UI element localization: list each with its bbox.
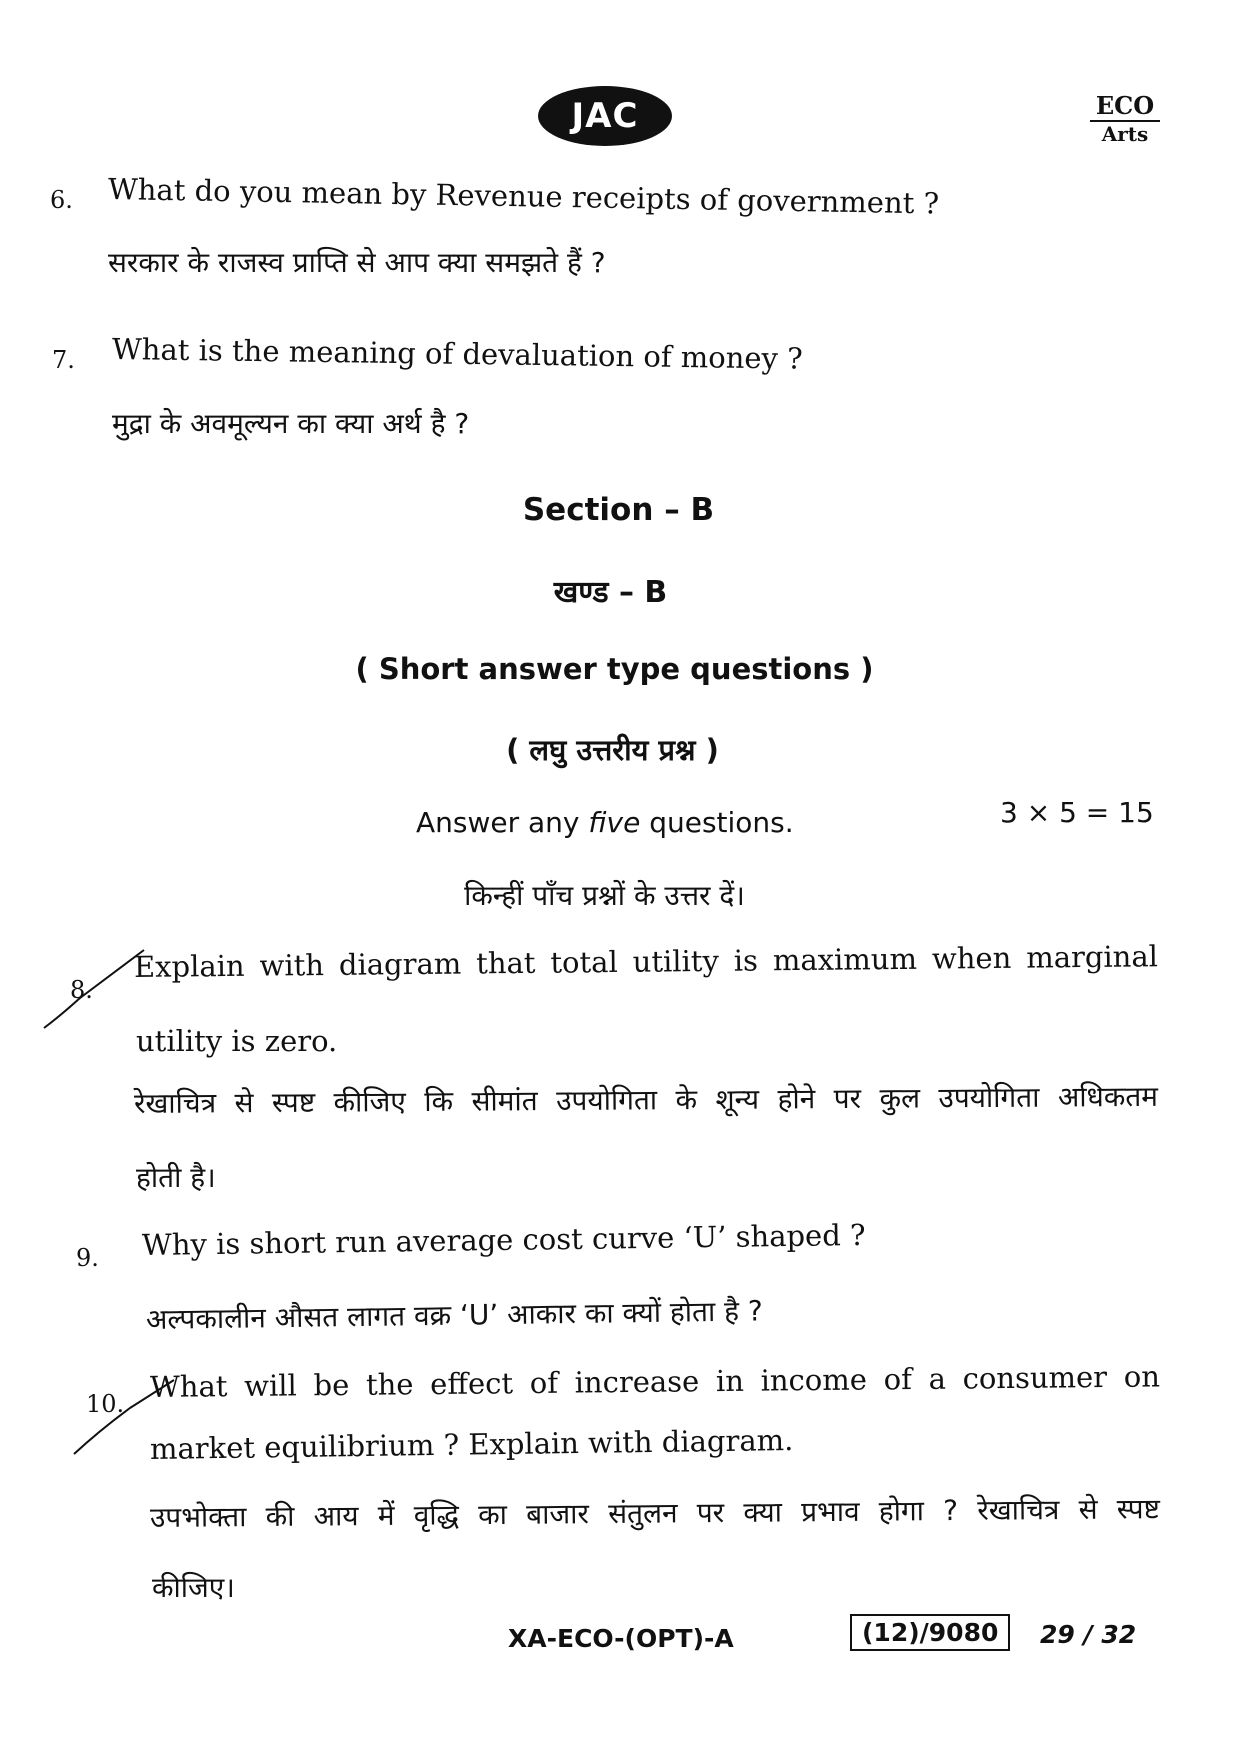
logo-text: JAC <box>571 96 639 136</box>
question-number: 8. <box>70 976 93 1004</box>
question-number: 9. <box>76 1244 99 1272</box>
subject-label <box>1090 92 1160 146</box>
footer-code: XA-ECO-(OPT)-A <box>508 1624 734 1653</box>
question-text-en: What do you mean by Revenue receipts of government ? <box>107 172 940 221</box>
question-text-hi <box>150 1489 1160 1536</box>
instruction <box>416 806 794 839</box>
question-number: 10. <box>86 1390 125 1418</box>
instruction-prefix: Answer any <box>416 806 589 839</box>
marks: 3 × 5 = 15 <box>1000 796 1154 829</box>
instruction-suffix: questions. <box>640 806 794 839</box>
section-type: ( Short answer type questions ) <box>355 652 874 686</box>
question-line: कीजिए। <box>152 1571 235 1604</box>
question-line: Explain with diagram that total utility is maximum when marginal <box>133 939 1159 984</box>
question-line: होती है। <box>136 1161 216 1194</box>
question-line: What will be the effect of increase in income of a consumer on <box>149 1359 1161 1404</box>
pen-tick-icon <box>40 946 150 1036</box>
question-line: utility is zero. <box>136 1024 338 1058</box>
pen-tick-icon <box>70 1370 180 1460</box>
footer-box: (12)/9080 <box>850 1614 1010 1651</box>
instruction-hi: किन्हीं पाँच प्रश्नों के उत्तर दें। <box>464 879 745 912</box>
section-type-hi: ( लघु उत्तरीय प्रश्न ) <box>506 733 719 767</box>
jac-logo <box>538 86 672 146</box>
question-line: उपभोक्ता की आय में वृद्धि का बाजार संतुलन पर क्या प्रभाव होगा ? रेखाचित्र से स्पष्ट <box>149 1492 1161 1534</box>
question-text-en: What is the meaning of devaluation of money ? <box>111 332 803 376</box>
question-text-en <box>150 1359 1160 1404</box>
question-text-hi: अल्पकालीन औसत लागत वक्र ‘U’ आकार का क्यों होता है ? <box>145 1294 764 1336</box>
question-line: रेखाचित्र से स्पष्ट कीजिए कि सीमांत उपयोगिता के शून्य होने पर कुल उपयोगिता अधिकतम <box>133 1079 1159 1120</box>
question-text-hi <box>134 1077 1158 1122</box>
question-line: market equilibrium ? Explain with diagram. <box>149 1423 794 1466</box>
question-text-en <box>134 939 1158 984</box>
question-text-hi: मुद्रा के अवमूल्यन का क्या अर्थ है ? <box>112 407 470 440</box>
section-title: Section – B <box>522 492 715 528</box>
question-number: 6. <box>50 186 73 214</box>
question-text-hi: सरकार के राजस्व प्राप्ति से आप क्या समझते हैं ? <box>108 246 606 279</box>
page-number: 29 / 32 <box>1040 1620 1137 1649</box>
subject-bottom: Arts <box>1101 122 1149 146</box>
instruction-emphasis: five <box>588 806 641 839</box>
question-number: 7. <box>52 346 75 374</box>
subject-top: ECO <box>1090 92 1160 122</box>
section-title-hi: खण्ड – B <box>553 575 668 610</box>
question-text-en: Why is short run average cost curve ‘U’ shaped ? <box>141 1217 866 1262</box>
